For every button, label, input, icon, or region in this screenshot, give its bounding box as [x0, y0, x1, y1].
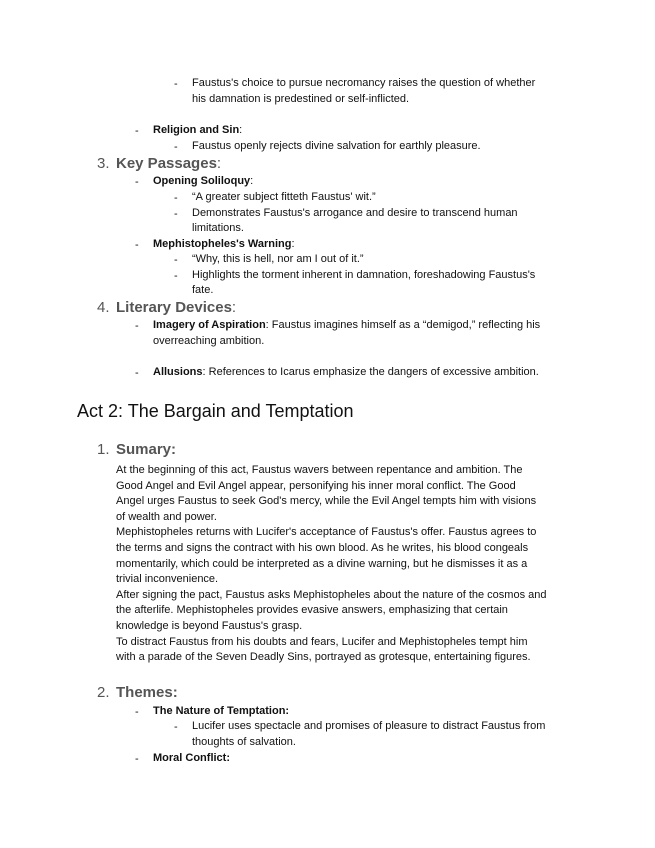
- bullet-dash: -: [174, 254, 178, 266]
- bullet-dash: -: [174, 208, 178, 220]
- themes-number: 2.: [97, 684, 110, 701]
- allusions-item: [153, 365, 539, 381]
- summary-paragraph: [116, 463, 586, 666]
- summary-number: 1.: [97, 441, 110, 458]
- meph-note-line1: Highlights the torment inherent in damnation, foreshadowing Faustus's: [192, 269, 536, 281]
- summary-line: the afterlife. Mephistopheles provides evasive answers, emphasizing that certain: [116, 604, 508, 617]
- summary-line: knowledge is beyond Faustus's grasp.: [116, 619, 303, 632]
- moral-conflict-title: Moral Conflict:: [153, 752, 230, 764]
- bullet-dash: -: [174, 141, 178, 153]
- temptation-text-line1: Lucifer uses spectacle and promises of pleasure to distract Faustus from: [192, 720, 546, 732]
- key-passages-heading: [116, 154, 221, 174]
- bullet-dash: -: [174, 78, 178, 90]
- allusions-title: Allusions: [153, 366, 203, 378]
- summary-line: with a parade of the Seven Deadly Sins, portrayed as grotesque, entertaining figures.: [116, 651, 531, 664]
- imagery-title: Imagery of Aspiration: [153, 319, 266, 331]
- bullet-dash: -: [135, 125, 139, 137]
- bullet-dash: -: [174, 270, 178, 282]
- summary-line: To distract Faustus from his doubts and fears, Lucifer and Mephistopheles tempt him: [116, 635, 528, 648]
- religion-sin-colon: :: [239, 124, 243, 136]
- bullet-dash: -: [135, 239, 139, 251]
- bullet-dash: -: [135, 706, 139, 718]
- opening-soliloquy-title: Opening Soliloquy: [153, 175, 251, 187]
- opening-quote: “A greater subject fitteth Faustus' wit.”: [192, 191, 376, 203]
- allusions-text: : References to Icarus emphasize the dangers of excessive ambition.: [202, 366, 539, 378]
- imagery-item-line2: overreaching ambition.: [153, 335, 265, 347]
- religion-sin-item: [153, 123, 242, 139]
- summary-line: Mephistopheles returns with Lucifer's acceptance of Faustus's offer. Faustus agrees to: [116, 526, 537, 539]
- summary-line: After signing the pact, Faustus asks Mephistopheles about the nature of the cosmos and: [116, 588, 547, 601]
- summary-heading: Sumary:: [116, 441, 177, 458]
- summary-line: of wealth and power.: [116, 510, 217, 523]
- opening-soliloquy-item: [153, 174, 253, 190]
- temptation-title: The Nature of Temptation:: [153, 705, 290, 717]
- bullet-dash: -: [135, 367, 139, 379]
- meph-warning-title: Mephistopheles's Warning: [153, 238, 292, 250]
- summary-line: trivial inconvenience.: [116, 573, 219, 586]
- religion-sin-title: Religion and Sin: [153, 124, 240, 136]
- key-passages-colon: :: [216, 155, 222, 172]
- necromancy-text-line2: his damnation is predestined or self-inflicted.: [192, 93, 410, 105]
- summary-line: At the beginning of this act, Faustus wavers between repentance and ambition. The: [116, 464, 523, 476]
- opening-soliloquy-colon: :: [250, 175, 254, 187]
- bullet-dash: -: [135, 753, 139, 765]
- imagery-item-line1: [153, 318, 540, 334]
- key-passages-title: Key Passages: [116, 155, 217, 172]
- literary-devices-colon: :: [231, 299, 237, 316]
- summary-line: momentarily, which could be interpreted as a divine warning, but he dismisses it as a: [116, 557, 528, 570]
- bullet-dash: -: [135, 320, 139, 332]
- summary-line: Good Angel and Evil Angel appear, personifying his inner moral conflict. The Good: [116, 479, 516, 492]
- temptation-text-line2: thoughts of salvation.: [192, 736, 296, 748]
- literary-devices-number: 4.: [97, 299, 110, 316]
- meph-note-line2: fate.: [192, 284, 214, 296]
- religion-sin-text: Faustus openly rejects divine salvation for earthly pleasure.: [192, 140, 481, 152]
- opening-note-line1: Demonstrates Faustus's arrogance and desire to transcend human: [192, 207, 518, 219]
- bullet-dash: -: [135, 176, 139, 188]
- meph-warning-item: [153, 237, 295, 253]
- summary-line: Angel urges Faustus to seek God's mercy, while the Evil Angel tempts him with visions: [116, 495, 537, 508]
- themes-heading: Themes:: [116, 684, 178, 701]
- literary-devices-heading: [116, 298, 236, 318]
- necromancy-text-line1: Faustus's choice to pursue necromancy raises the question of whether: [192, 77, 536, 89]
- literary-devices-title: Literary Devices: [116, 299, 232, 316]
- key-passages-number: 3.: [97, 155, 110, 172]
- act2-heading: Act 2: The Bargain and Temptation: [77, 401, 354, 421]
- opening-note-line2: limitations.: [192, 222, 244, 234]
- meph-warning-colon: :: [291, 238, 295, 250]
- bullet-dash: -: [174, 721, 178, 733]
- imagery-text: : Faustus imagines himself as a “demigod,” reflecting his: [265, 319, 541, 331]
- meph-quote: “Why, this is hell, nor am I out of it.”: [192, 253, 364, 265]
- summary-line: the terms and signs the contract with his own blood. As he writes, his blood congeals: [116, 541, 529, 554]
- bullet-dash: -: [174, 192, 178, 204]
